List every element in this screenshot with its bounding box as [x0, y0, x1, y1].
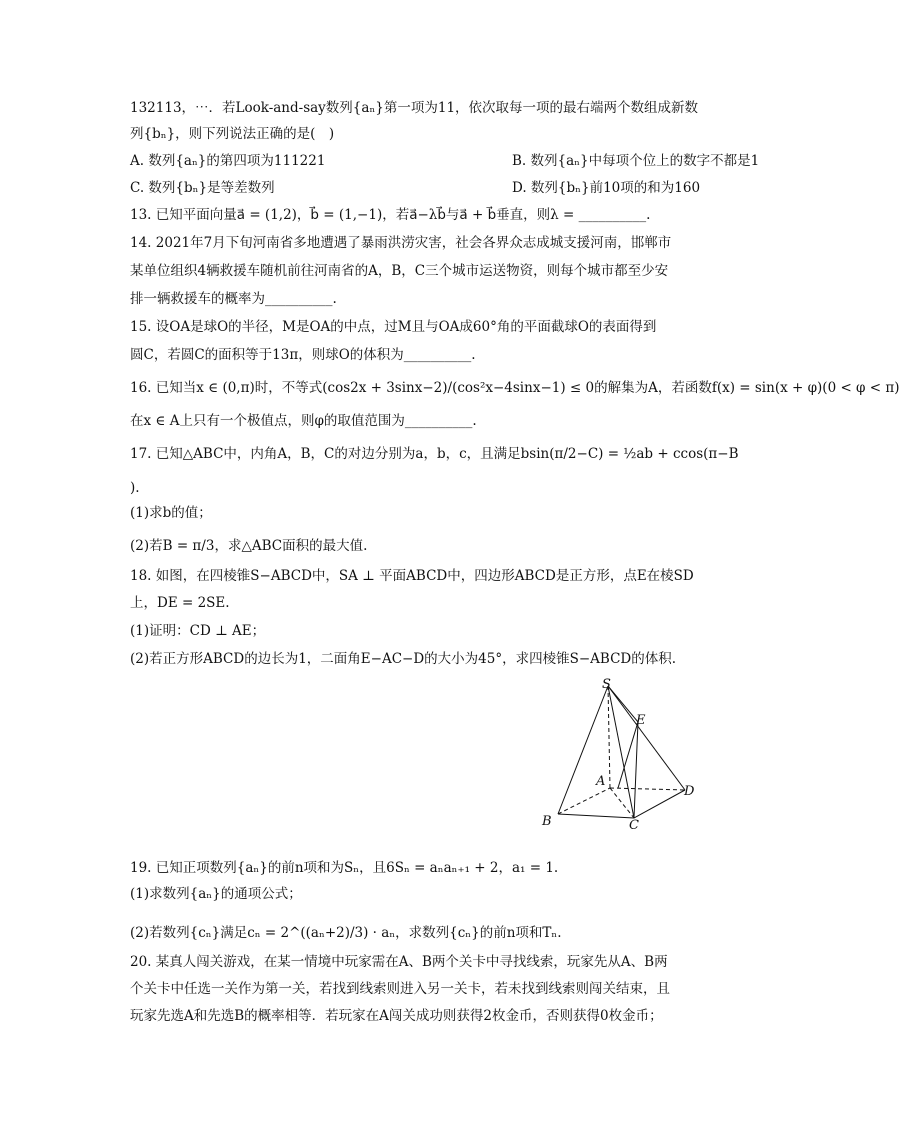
label-d: D [684, 784, 695, 799]
label-b: B [542, 814, 552, 829]
text-line-1: 132113，⋯．若Look-and-say数列{aₙ}第一项为11，依次取每一项的最右端两个数组成新数 [130, 100, 699, 116]
label-a: A [596, 774, 606, 789]
question-20-line-3: 玩家先选A和先选B的概率相等．若玩家在A闯关成功则获得2枚金币，否则获得0枚金币； [130, 1008, 663, 1024]
option-b: B. 数列{aₙ}中每项个位上的数字不都是1 [512, 153, 760, 169]
option-c: C. 数列{bₙ}是等差数列 [130, 180, 275, 196]
question-17-part-2: (2)若B = π/3，求△ABC面积的最大值. [130, 538, 368, 554]
options-row-1 [130, 151, 760, 171]
question-14-line-1: 14. 2021年7月下旬河南省多地遭遇了暴雨洪涝灾害，社会各界众志成城支援河南，邯郸市 [130, 235, 672, 251]
text-line-2: 列{bₙ}，则下列说法正确的是( ) [130, 126, 335, 142]
question-14-line-3: 排一辆救援车的概率为__________. [130, 291, 337, 307]
label-s: S [602, 677, 611, 692]
question-16-line-2: 在x ∈ A上只有一个极值点，则φ的取值范围为__________. [130, 413, 477, 429]
options-row-2 [130, 178, 700, 198]
question-19-part-1: (1)求数列{aₙ}的通项公式； [130, 886, 302, 902]
option-d: D. 数列{bₙ}前10项的和为160 [512, 180, 701, 196]
pyramid-figure [530, 672, 710, 832]
question-15-line-2: 圆C，若圆C的面积等于13π，则球O的体积为__________. [130, 347, 476, 363]
question-19-line-1: 19. 已知正项数列{aₙ}的前n项和为Sₙ，且6Sₙ = aₙaₙ₊₁ + 2，a₁ = 1. [130, 860, 559, 876]
question-13: 13. 已知平面向量a⃗ = (1,2)，b⃗ = (1,−1)，若a⃗−λb⃗与a⃗ + b⃗垂直，则λ = __________. [130, 207, 651, 223]
question-18-line-2: 上，DE = 2SE. [130, 595, 230, 611]
question-17-part-1: (1)求b的值； [130, 505, 212, 521]
question-17-line-1: 17. 已知△ABC中，内角A，B，C的对边分别为a，b，c，且满足bsin(π/2−C) = ½ab + ccos(π−B [130, 446, 739, 462]
question-18-part-2: (2)若正方形ABCD的边长为1，二面角E−AC−D的大小为45°，求四棱锥S−ABCD的体积. [130, 651, 677, 667]
option-a: A. 数列{aₙ}的第四项为111221 [130, 153, 326, 169]
question-14-line-2: 某单位组织4辆救援车随机前往河南省的A，B，C三个城市运送物资，则每个城市都至少安 [130, 263, 669, 279]
question-20-line-1: 20. 某真人闯关游戏，在某一情境中玩家需在A、B两个关卡中寻找线索，玩家先从A、B两 [130, 954, 668, 970]
question-20-line-2: 个关卡中任选一关作为第一关，若找到线索则进入另一关卡，若未找到线索则闯关结束，且 [130, 981, 670, 997]
question-19-part-2: (2)若数列{cₙ}满足cₙ = 2^((aₙ+2)/3) · aₙ，求数列{cₙ}的前n项和Tₙ. [130, 925, 562, 941]
question-18-part-1: (1)证明：CD ⊥ AE； [130, 623, 266, 639]
question-15-line-1: 15. 设OA是球O的半径，M是OA的中点，过M且与OA成60°角的平面截球O的表面得到 [130, 319, 657, 335]
label-e: E [636, 713, 646, 728]
question-18-line-1: 18. 如图，在四棱锥S−ABCD中，SA ⊥ 平面ABCD中，四边形ABCD是正方形，点E在棱SD [130, 568, 694, 584]
question-16-line-1: 16. 已知当x ∈ (0,π)时，不等式(cos2x + 3sinx−2)/(cos²x−4sinx−1) ≤ 0的解集为A，若函数f(x) = sin(x + φ)(0 < φ < π) [130, 380, 900, 396]
question-17-line-2: ). [130, 480, 140, 496]
label-c: C [629, 818, 639, 833]
